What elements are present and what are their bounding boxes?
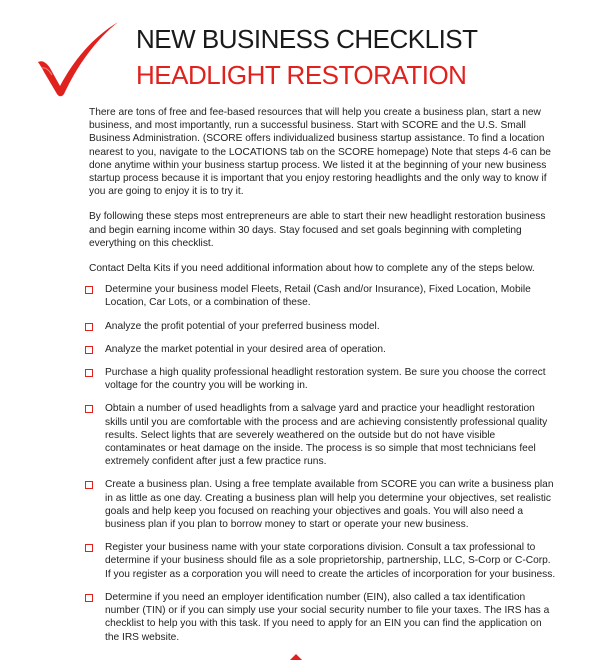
checkbox[interactable] — [85, 369, 93, 377]
checklist-item-text: Create a business plan. Using a free template available from SCORE you can write a business plan in as little as one day. Creating a business plan will help you determine your objectives, set realistic goals and help keep you focused on reaching your objectives and goals. You will also need a business plan if you plan to borrow money to start or operate your new business. — [105, 479, 554, 531]
checkbox[interactable] — [85, 405, 93, 413]
checklist-item — [89, 541, 557, 581]
checklist-item — [89, 320, 557, 333]
checkbox[interactable] — [85, 323, 93, 331]
checklist-item — [89, 343, 557, 356]
document-body — [89, 106, 557, 654]
checkbox[interactable] — [85, 594, 93, 602]
checklist-item-text: Analyze the market potential in your desired area of operation. — [105, 343, 386, 355]
checklist-item-text: Purchase a high quality professional headlight restoration system. Be sure you choose the correct voltage for the country you will be working in. — [105, 367, 546, 392]
checklist — [89, 283, 557, 643]
checkbox[interactable] — [85, 346, 93, 354]
title-new-business-checklist: NEW BUSINESS CHECKLIST — [136, 24, 478, 54]
checklist-item-text: Determine your business model Fleets, Retail (Cash and/or Insurance), Fixed Location, Mobile Location, Car Lots, or a combination of these. — [105, 284, 531, 309]
checklist-item-text: Determine if you need an employer identification number (EIN), also called a tax identification number (TIN) or if you can simply use your social security number to file your taxes. The IRS has a checklist to help you with this task. If you need to apply for an EIN you can find the application on the IRS website. — [105, 591, 550, 643]
checklist-item — [89, 283, 557, 309]
red-checkmark-icon — [34, 18, 120, 98]
checkbox[interactable] — [85, 286, 93, 294]
contact-paragraph: Contact Delta Kits if you need additional information about how to complete any of the steps below. — [89, 263, 535, 275]
checkbox[interactable] — [85, 481, 93, 489]
checklist-item-text: Obtain a number of used headlights from a salvage yard and practice your headlight restoration skills until you are comfortable with the process and are achieving consistently professional quality results. Select lights that are severely weathered on the outside but do not have visible contaminates or heat damage on the inside. The process is so simple that most technicians feel extremely confident after just a few practice runs. — [105, 403, 548, 468]
checklist-item — [89, 591, 557, 644]
checklist-item-text: Register your business name with your state corporations division. Consult a tax professional to determine if your business should file as a sole proprietorship, partnership, LLC, S-Corp or C-Corp. If you register as a corporation you will need to create the articles of incorporation for your business. — [105, 542, 556, 580]
intro-paragraph-2: By following these steps most entrepreneurs are able to start their new headlight restoration business and begin earning income within 30 days. Stay focused and set goals beginning with completing everything on this checklist. — [89, 211, 546, 249]
page-corner-mark-icon — [288, 652, 304, 660]
checklist-item — [89, 366, 557, 392]
title-headlight-restoration: HEADLIGHT RESTORATION — [136, 60, 467, 90]
checklist-item — [89, 478, 557, 531]
checklist-item — [89, 402, 557, 468]
checklist-item-text: Analyze the profit potential of your preferred business model. — [105, 320, 380, 332]
checkbox[interactable] — [85, 544, 93, 552]
intro-paragraph-1: There are tons of free and fee-based resources that will help you create a business plan, start a new business, and most importantly, run a successful business. Start with SCORE and the U.S. Small Business Administration. (SCORE offers individualized business startup assistance. To find a location nearest to you, navigate to the LOCATIONS tab on the SCORE homepage) Note that steps 4-6 can be done anytime within your business startup process. We listed it at the beginning of your new business startup process because it is important that you enjoy restoring headlights and the only way to know if you are going to enjoy it is to try it. — [89, 107, 551, 198]
